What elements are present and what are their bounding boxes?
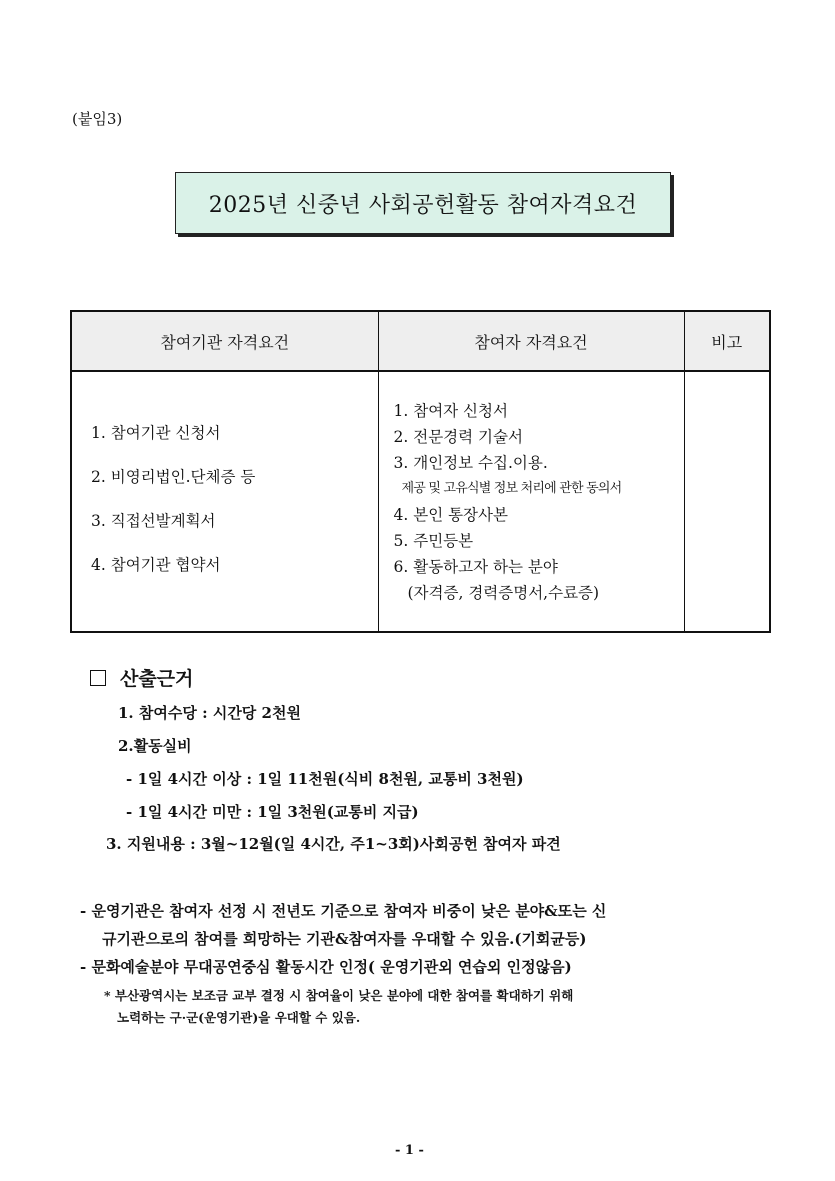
header-participant-requirements: 참여자 자격요건 xyxy=(378,311,684,371)
remarks-cell xyxy=(684,371,770,632)
star-note-line-1: * 부산광역시는 보조금 교부 결정 시 참여율이 낮은 분야에 대한 참여를 확대하기 위해 xyxy=(104,988,574,1003)
basis-line-3: - 1일 4시간 이상 : 1일 11천원(식비 8천원, 교통비 3천원) xyxy=(126,770,524,788)
list-item: 1. 참여기관 신청서 xyxy=(91,424,221,442)
org-requirements-cell xyxy=(71,371,378,632)
table-header-row xyxy=(71,311,770,371)
list-item: 1. 참여자 신청서 xyxy=(393,401,508,420)
list-item: 4. 본인 통장사본 xyxy=(393,505,508,524)
basis-heading-text: 산출근거 xyxy=(120,668,194,690)
list-item: 6. 활동하고자 하는 분야 xyxy=(393,557,558,576)
header-org-requirements: 참여기관 자격요건 xyxy=(71,311,378,371)
checkbox-square-icon xyxy=(90,670,106,686)
list-item: 2. 전문경력 기술서 xyxy=(393,427,523,446)
requirements-table xyxy=(70,310,771,633)
list-item: 4. 참여기관 협약서 xyxy=(91,556,221,574)
list-item: (자격증, 경력증명서,수료증) xyxy=(407,583,600,602)
basis-line-5: 3. 지원내용 : 3월~12월(일 4시간, 주1~3회)사회공헌 참여자 파견 xyxy=(106,835,561,853)
list-item: 5. 주민등본 xyxy=(393,531,474,550)
basis-line-2: 2.활동실비 xyxy=(118,737,192,755)
header-remarks: 비고 xyxy=(684,311,770,371)
note-1-line-2: 규기관으로의 참여를 희망하는 기관&참여자를 우대할 수 있음.(기회균등) xyxy=(102,930,587,948)
list-item: 3. 개인정보 수집.이용. xyxy=(393,453,548,472)
list-item: 2. 비영리법인.단체증 등 xyxy=(91,468,256,486)
note-1-line-1: - 운영기관은 참여자 선정 시 전년도 기준으로 참여자 비중이 낮은 분야&또는 신 xyxy=(80,902,607,920)
note-2: - 문화예술분야 무대공연중심 활동시간 인정( 운영기관외 연습외 인정않음) xyxy=(80,958,572,976)
page-number: - 1 - xyxy=(395,1143,424,1158)
document-title-text: 2025년 신중년 사회공헌활동 참여자격요건 xyxy=(208,192,638,218)
notes-block xyxy=(80,897,770,981)
star-note xyxy=(104,985,769,1029)
basis-heading xyxy=(90,664,193,691)
list-item: 3. 직접선발계획서 xyxy=(91,512,216,530)
basis-line-1: 1. 참여수당 : 시간당 2천원 xyxy=(118,704,301,722)
participant-requirements-cell xyxy=(378,371,684,632)
list-item: 제공 및 고유식별 정보 처리에 관한 동의서 xyxy=(401,480,622,496)
table-body-row xyxy=(71,371,770,632)
attachment-label: (붙임3) xyxy=(72,110,123,128)
star-note-line-2: 노력하는 구·군(운영기관)을 우대할 수 있음. xyxy=(117,1010,361,1025)
document-title xyxy=(175,172,671,234)
basis-line-4: - 1일 4시간 미만 : 1일 3천원(교통비 지급) xyxy=(126,803,419,821)
